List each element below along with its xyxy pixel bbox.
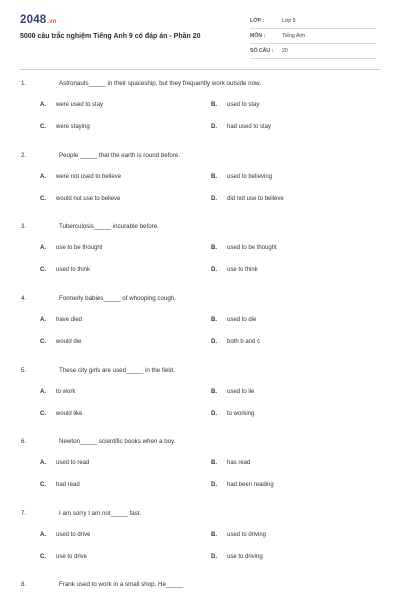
option-d[interactable]: D. to working (211, 411, 255, 417)
question-6 (0, 438, 400, 508)
option-a[interactable]: A. to work (40, 389, 76, 395)
option-b[interactable]: B. has read (211, 460, 251, 466)
meta-row-count (250, 44, 376, 59)
meta-value: Lớp 9 (282, 18, 296, 24)
option-a[interactable]: A. use to be thought (40, 245, 103, 251)
meta-value: 20 (282, 48, 288, 54)
question-text: These city girls are used_____ in the field. (59, 367, 175, 374)
option-d[interactable]: D. use to driving (211, 554, 263, 560)
option-b[interactable]: B. used to stay (211, 102, 260, 108)
question-text: People _____ that the earth is round before. (59, 152, 181, 159)
option-d[interactable]: D. had been reading (211, 482, 274, 488)
question-number: 1. (21, 80, 27, 87)
question-text: Formerly babies_____ of whooping cough. (59, 295, 176, 302)
option-d[interactable]: D. both b and c (211, 339, 261, 345)
option-a[interactable]: A. used to read (40, 460, 90, 466)
meta-label: LỚP : (250, 18, 265, 24)
option-c[interactable]: C. would not use to believe (40, 196, 121, 202)
logo-suffix: .vn (47, 19, 57, 25)
question-number: 2. (21, 152, 27, 159)
document-title: 5000 câu trắc nghiệm Tiếng Anh 9 có đáp án - Phần 20 (20, 33, 201, 40)
option-c[interactable]: C. were staying (40, 124, 90, 130)
meta-row-class (250, 14, 376, 29)
question-1 (0, 80, 400, 150)
question-number: 6. (21, 438, 27, 445)
option-d[interactable]: D. did not use to believe (211, 196, 284, 202)
option-c[interactable]: C. use to drive (40, 554, 88, 560)
meta-value: Tiếng Anh (282, 33, 306, 39)
question-text: Tuberculosis_____ incurable before. (59, 223, 159, 230)
question-number: 8. (21, 581, 27, 588)
question-number: 7. (21, 510, 27, 517)
option-b[interactable]: B. used to be thought (211, 245, 277, 251)
page-header (0, 0, 400, 62)
meta-label: SỐ CÂU : (250, 48, 274, 54)
question-text: Newton_____ scientific books when a boy. (59, 438, 176, 445)
meta-info (250, 14, 376, 59)
option-a[interactable]: A. used to drive (40, 532, 91, 538)
question-3 (0, 223, 400, 293)
option-c[interactable]: C. used to think (40, 267, 91, 273)
question-5 (0, 367, 400, 437)
question-7 (0, 510, 400, 580)
header-divider (20, 69, 380, 70)
option-b[interactable]: B. used to driving (211, 532, 267, 538)
option-b[interactable]: B. used to believing (211, 174, 273, 180)
option-d[interactable]: D. had used to stay (211, 124, 272, 130)
question-text: Astronauts_____ in their spaceship, but they frequently work outside now. (59, 80, 261, 87)
option-c[interactable]: C. had read (40, 482, 80, 488)
option-a[interactable]: A. have died (40, 317, 83, 323)
question-text: I am sorry I am not_____ fast. (59, 510, 142, 517)
site-logo[interactable]: 2048.vn (20, 14, 57, 26)
option-b[interactable]: B. used to lie (211, 389, 255, 395)
question-8 (0, 581, 400, 595)
question-number: 4. (21, 295, 27, 302)
meta-label: MÔN : (250, 33, 266, 39)
question-number: 3. (21, 223, 27, 230)
option-c[interactable]: C. would die (40, 339, 82, 345)
option-c[interactable]: C. would like (40, 411, 83, 417)
question-2 (0, 152, 400, 222)
question-text: Frank used to work in a small shop. He_____ (59, 581, 184, 588)
option-b[interactable]: B. used to die (211, 317, 257, 323)
meta-row-subject (250, 29, 376, 44)
question-number: 5. (21, 367, 27, 374)
question-4 (0, 295, 400, 365)
option-d[interactable]: D. use to think (211, 267, 258, 273)
option-a[interactable]: A. were used to stay (40, 102, 104, 108)
option-a[interactable]: A. were not used to believe (40, 174, 122, 180)
